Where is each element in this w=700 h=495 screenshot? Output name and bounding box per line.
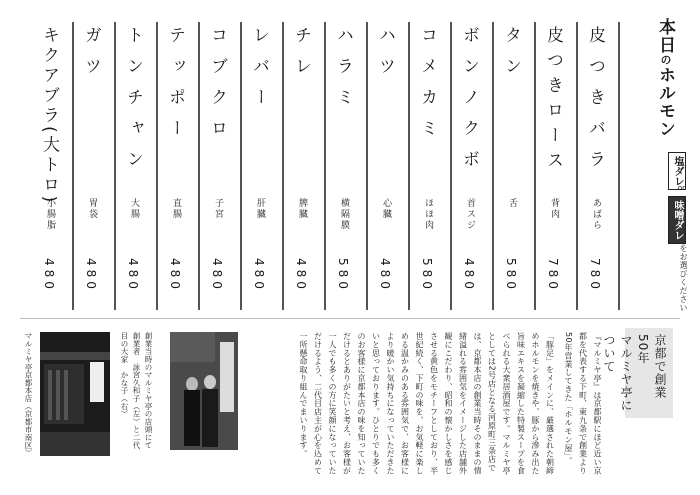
menu-item-price: 580 (504, 258, 518, 293)
page-title: 本日のホルモン (655, 18, 675, 138)
menu-item (242, 22, 284, 310)
menu-item-price: 780 (588, 258, 602, 293)
about-body: 『マルミヤ亭』は京都駅にほど近い京都を代表する下町、東九条で創業より50年営業してきた「ホルモン屋」。 「豚足」をメインに、厳選された朝締めホルモンを焼きや、豚から滲み出た旨味エキスを凝縮した特製スープを食べられる大衆居酒屋です。マルミヤ亭としては2号店となる河原町三条店では、京都本店の創業当時そのままの情緒溢れる雰囲気をイメージした店舗外観にこだわり、昭和の懐かしさを感じさせる黄色をモチーフとしており、半世紀続く、下町の味を、お気軽に楽しめる温かみのある雰囲気で、お客様により暖かい気持ちになっていただきたいと思っております。ひとりでも多くのお客様に京都本店の味を知っていただけるとありがたいと考え、お客様が一人でも多くの方に笑顔になっていただけるよう、二代目店主が心を込めて一所懸命取り組んでまいります。 (299, 332, 602, 475)
menu-item-part: 首スジ (465, 198, 475, 231)
menu-item-part: 横隔膜 (339, 198, 349, 231)
menu-item-name: タン (501, 26, 521, 88)
divider (20, 318, 680, 319)
menu-item-part: 直腸 (171, 198, 181, 220)
menu-item-part: 大腸 (129, 198, 139, 220)
menu-item-part: 背肉 (549, 198, 559, 220)
menu-item-price: 480 (168, 258, 182, 293)
menu-item-part: 脾臓 (297, 198, 307, 220)
menu-item-part: 子宮 (213, 198, 223, 220)
menu-item-price: 480 (378, 258, 392, 293)
menu-item-part: 小腸脂 (45, 198, 55, 231)
menu-item-price: 480 (252, 258, 266, 293)
menu-item-part: あばら (591, 198, 601, 231)
menu-item-price: 580 (420, 258, 434, 293)
menu-item (368, 22, 410, 310)
menu-item-name: コブクロ (207, 26, 227, 150)
menu-item-name: ガツ (81, 26, 101, 88)
menu-item-name: ハラミ (333, 26, 353, 119)
menu-item-name: コメカミ (417, 26, 437, 150)
menu-item-price: 580 (336, 258, 350, 293)
photo1-caption: 創業当時のマルミヤ亭の店頭にて 創業者 詠宮久和子（左）と二代目の大家 かな子（右） (120, 332, 153, 457)
menu-item (326, 22, 368, 310)
miso-dare-badge: 味噌ダレ (668, 196, 686, 244)
menu-item (578, 22, 620, 310)
menu-item (410, 22, 452, 310)
shio-dare-badge: 塩ダレ (668, 152, 686, 190)
menu-item-name: 皮つきロース (543, 26, 563, 176)
menu-item-price: 480 (126, 258, 140, 293)
menu-item (158, 22, 200, 310)
menu-item-name: キクアブラ(大トロ) (39, 26, 59, 206)
menu-item (536, 22, 578, 310)
menu-item (452, 22, 494, 310)
menu-list (30, 22, 642, 310)
about-title: 京都で創業50年 マルミヤ亭について (625, 328, 673, 418)
founders-photo (170, 332, 238, 450)
menu-item (74, 22, 116, 310)
menu-item (494, 22, 536, 310)
menu-item-name: チレ (291, 26, 311, 88)
choose-instruction: をお選びください (679, 244, 688, 312)
menu-item-part: 肝臓 (255, 198, 265, 220)
menu-item-part: 舌 (507, 198, 517, 209)
photo2-caption: マルミヤ亭京都本店（京都市南区） (24, 332, 33, 457)
menu-item-name: レバー (249, 26, 269, 119)
menu-item (32, 22, 74, 310)
menu-item-price: 480 (294, 258, 308, 293)
shop-photo (40, 332, 110, 456)
menu-item-name: ボンノクボ (459, 26, 479, 181)
menu-item-name: テッポー (165, 26, 185, 150)
menu-item-price: 480 (84, 258, 98, 293)
menu-item-part: 心臓 (381, 198, 391, 220)
menu-item-name: ハツ (375, 26, 395, 88)
menu-item-name: 皮つきバラ (585, 26, 605, 181)
menu-item (284, 22, 326, 310)
menu-item (116, 22, 158, 310)
menu-item-part: 胃袋 (87, 198, 97, 220)
menu-item (200, 22, 242, 310)
menu-item-name: トンチャン (123, 26, 143, 181)
menu-item-price: 480 (210, 258, 224, 293)
menu-item-price: 480 (462, 258, 476, 293)
menu-item-price: 780 (546, 258, 560, 293)
or-label: or (677, 184, 685, 192)
menu-item-part: ほほ肉 (423, 198, 433, 231)
menu-item-price: 480 (42, 258, 56, 293)
